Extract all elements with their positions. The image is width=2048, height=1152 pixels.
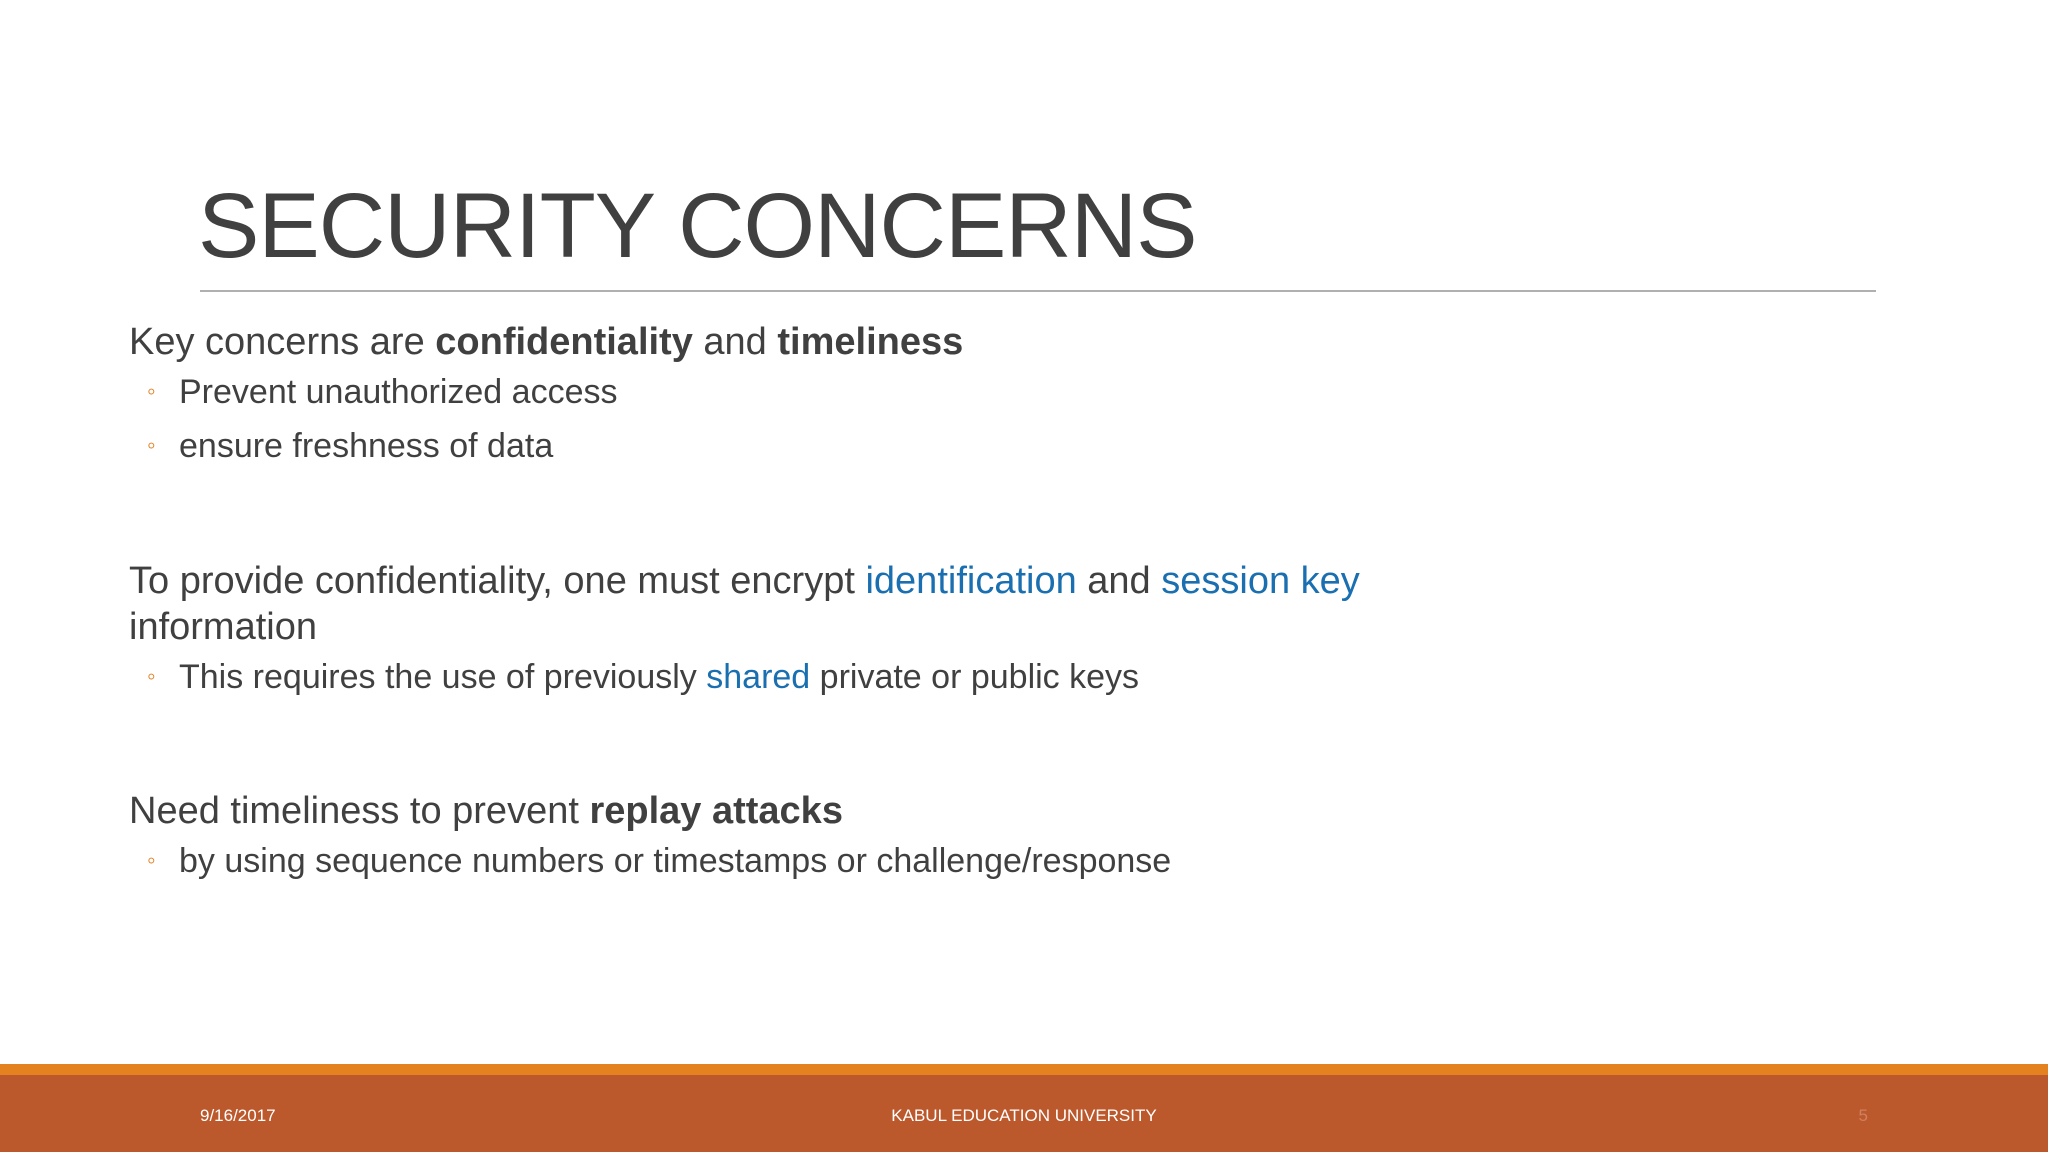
bullet-circle-icon: ◦	[147, 378, 156, 405]
bullet-circle-icon: ◦	[147, 847, 156, 874]
text-run: Need timeliness to prevent	[129, 790, 590, 832]
text-run: Key concerns are	[129, 321, 436, 363]
text-run: and	[1076, 560, 1162, 602]
footer-accent-stripe	[0, 1064, 2048, 1075]
bullet-text: by using sequence numbers or timestamps or challenge/response	[179, 842, 1172, 880]
footer-organization: KABUL EDUCATION UNIVERSITY	[891, 1106, 1157, 1125]
bullet-text: Prevent unauthorized access	[179, 373, 618, 411]
bullet-text: ensure freshness of data	[179, 427, 554, 465]
slide-title: SECURITY CONCERNS	[198, 175, 1197, 277]
list-item	[129, 650, 1529, 704]
list-item	[129, 834, 1529, 888]
content-block-replay-attacks	[129, 788, 1529, 888]
content-block-encryption	[129, 558, 1529, 704]
list-item	[129, 419, 1529, 473]
highlight-identification: identification	[865, 560, 1077, 602]
list-item	[129, 365, 1529, 419]
title-divider	[200, 290, 1876, 292]
footer-date: 9/16/2017	[200, 1106, 276, 1125]
text-run: and	[692, 321, 778, 363]
content-block-confidentiality-timeliness	[129, 319, 1529, 473]
paragraph-provide-confidentiality	[129, 558, 1529, 650]
bold-confidentiality: confidentiality	[435, 321, 693, 363]
paragraph-key-concerns	[129, 319, 1529, 365]
text-run: information	[129, 606, 317, 648]
highlight-shared: shared	[706, 658, 811, 696]
highlight-session-key: session key	[1161, 560, 1360, 602]
slide-number: 5	[1858, 1106, 1868, 1125]
bullet-circle-icon: ◦	[147, 663, 156, 690]
paragraph-need-timeliness	[129, 788, 1529, 834]
bullet-text: This requires the use of previously	[179, 658, 707, 696]
bullet-text: private or public keys	[810, 658, 1140, 696]
bullet-circle-icon: ◦	[147, 432, 156, 459]
bold-replay-attacks: replay attacks	[589, 790, 843, 832]
bold-timeliness: timeliness	[777, 321, 964, 363]
text-run: To provide confidentiality, one must encrypt	[129, 560, 866, 602]
